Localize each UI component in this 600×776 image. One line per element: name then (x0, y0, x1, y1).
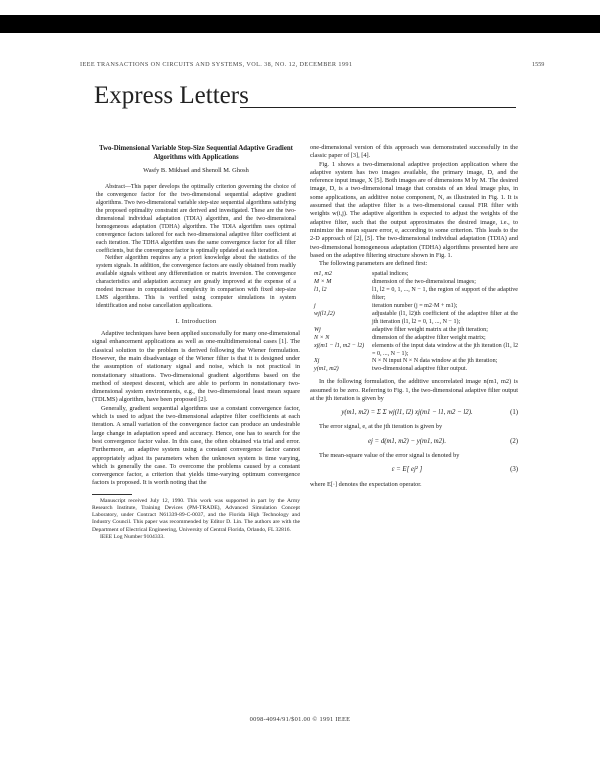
intro-paragraph-1: Adaptive techniques have been applied successfully for many one-dimensional signal enhancement applications as well as one-multidimensional cases [1]. The classical solution to the problem is derived following the Wiener formulation. However, the main disadvantage of the Wiener filter is that it is designed under the assumption of stationary signal and noise, which is not practical in nonstationary situations. Two-dimensional gradient algorithms based on the method of steepest descent, which are able to perform in nonstationary two-dimensional system environments, e.g., the two-dimensional least mean square (TDLMS) algorithm, have been proposed [2]. (92, 330, 300, 404)
equation-1-number: (1) (510, 409, 518, 417)
section-title: Express Letters (94, 82, 249, 109)
right-paragraph-5: The mean-square value of the error signal is denoted by (319, 452, 460, 460)
definitions-table (310, 271, 518, 374)
equation-2-expression: ej = d(m1, m2) − y(m1, m2). (367, 437, 447, 445)
right-paragraph-6: where E[·] denotes the expectation operator. (310, 480, 422, 488)
equation-3 (310, 466, 518, 474)
definition-symbol: M × M (314, 279, 332, 286)
definition-description: dimension of the adaptive filter weight matrix; (372, 334, 486, 341)
equation-3-expression: ε = E[ ej² ] (391, 466, 423, 474)
definition-description: N × N input N × N data window at the jth iteration; (372, 358, 498, 365)
definition-symbol: N × N (314, 334, 330, 341)
article-authors: Wasfy B. Mikhael and Shenoll M. Ghosh (143, 167, 249, 174)
equation-1-expression: y(m1, m2) = Σ Σ wj(l1, l2) xj(m1 − l1, m2 − l2). (341, 409, 473, 417)
definition-symbol: m1, m2 (314, 271, 332, 278)
definition-row (310, 335, 518, 343)
definition-row (310, 287, 518, 303)
definition-symbol: Wj (314, 326, 321, 333)
definition-description: l1, l2 = 0, 1, ..., N − 1, the region of support of the adaptive filter; (372, 287, 518, 302)
definition-description: two-dimensional adaptive filter output. (372, 366, 468, 373)
left-column (92, 144, 300, 541)
intro-paragraph-2: Generally, gradient sequential algorithms use a constant convergence factor, which is used to adjust the two-dimensional adaptive filter coefficients at each iteration. A small variation of the convergence factor can produce an undesirable large change in adaptation speed and accuracy. Hence, one has to search for the best convergence factor value. In this case, the often obtained via trial and error. Furthermore, an adaptive system using a constant convergence factor cannot appropriately adjust its parameters when the unknown system is time varying, which is generally the case. To overcome the problems caused by a constant convergence factor, a criterion that yields time-varying optimum convergence factors is proposed. It is worth noting that the (92, 404, 300, 487)
page-number: 1559 (532, 61, 545, 68)
title-rule (240, 107, 516, 108)
definition-description: adaptive filter weight matrix at the jth iteration; (372, 326, 488, 333)
equation-3-number: (3) (510, 466, 518, 474)
right-column (310, 144, 518, 489)
footnote-rule (92, 494, 132, 495)
equation-2 (310, 438, 518, 446)
footer-code: 0098-4094/91/$01.00 © 1991 IEEE (249, 716, 351, 723)
definition-row (310, 327, 518, 335)
definition-description: iteration number (j = m2·M + m1); (372, 303, 458, 310)
abstract: Abstract—This paper develops the optimally criterion governing the choice of the convergence factor for the two-dimensional sequential adaptive gradient algorithms. Two two-dimensional variable step-size sequential algorithms satisfying the proposed optimality constraint are derived and investigated. These are the two-dimensional individual adaptation (TDIA) algorithm, and the two-dimensional homogeneous adaptation (TDHA) algorithm. The TDIA algorithm uses optimal convergence factors tailored for each two-dimensional adaptive filter coefficient at each iteration. The TDHA algorithm uses the same convergence factor for all filter coefficients, but the convergence factor is optimally updated at each iteration. (96, 184, 296, 254)
definition-description: dimension of the two-dimensional images; (372, 279, 476, 286)
equation-1 (310, 409, 518, 417)
definition-row (310, 303, 518, 311)
equation-2-number: (2) (510, 437, 518, 445)
article-title: Two-Dimensional Variable Step-Size Sequential Adaptive Gradient Algorithms with Applications (99, 145, 293, 161)
definition-symbol: j (314, 303, 316, 310)
ieee-log-number: IEEE Log Number 9104333. (100, 533, 165, 540)
definition-symbol: wj(l1,l2) (314, 310, 335, 317)
definition-description: spatial indices; (372, 271, 409, 278)
definition-row (310, 366, 518, 374)
definition-symbol: xj(m1 − l1, m2 − l2) (314, 342, 365, 349)
right-paragraph-1: Fig. 1 shows a two-dimensional adaptive projection application where the adaptive system has two images available, the primary image, D, and the reference input image, X [5]. Both images are of dimensions M by M. The desired image, D, is a two-dimensional image that consists of an ideal image plus, in some applications, an additive noise component, N, as illustrated in Fig. 1. It is assumed that the adaptive filter is a two-dimensional causal FIR filter with weights w(i,j). The adaptive algorithm is expected to adjust the weights of the adaptive filter, such that the output approximates the desired image, i.e., to minimize the mean square error, e, according to some criterion. This leads to the 2-D approach of [2], [5]. The two-dimensional individual adaptation (TDIA) and two-dimensional homogeneous adaptation (TDHA) algorithms presented here are based on the adaptive filtering structure shown in Fig. 1. (310, 160, 518, 259)
right-paragraph-2: The following parameters are defined first: (319, 260, 428, 268)
definition-symbol: Xj (314, 358, 320, 365)
definition-row (310, 343, 518, 359)
right-paragraph-4: The error signal, e, at the jth iteration is given by (319, 423, 443, 431)
abstract-continued: Neither algorithm requires any a priori knowledge about the statistics of the system signals. In addition, the convergence factors are easily obtained from readily available signals without any differentiation or matrix inversion. The convergence characteristics and adaptation accuracy are greatly improved at the expense of a modest increase in computational complexity in comparison with fixed step-size LMS algorithms. This is verified using computer simulations in system identification and noise cancellation applications. (96, 255, 296, 309)
definition-row (310, 311, 518, 327)
header-black-bar (0, 15, 600, 33)
definition-description: elements of the input data window at the jth iteration (l1, l2 = 0, ..., N − 1); (372, 342, 518, 357)
definition-symbol: l1, l2 (314, 287, 327, 294)
introduction-heading: I. Introduction (175, 317, 217, 325)
definition-symbol: y(m1, m2) (314, 366, 339, 373)
right-paragraph-0: one-dimensional version of this approach was demonstrated successfully in the classic paper of [3], [4]. (310, 144, 518, 160)
footnote: Manuscript received July 12, 1990. This work was supported in part by the Army Research Institute, Training Devices (PM-TRADE), Advanced Simulation Concept Laboratory, under Contract N61339-89-C-0037, and the Florida High Technology and Industry Council. This paper was recommended by Editor D. Lin. The authors are with the Department of Electrical Engineering, University of Central Florida, Orlando, FL 32816. (92, 497, 300, 533)
definition-description: adjustable (l1, l2)th coefficient of the adaptive filter at the jth iteration (l1, l2 = 0, 1, ..., N − 1); (372, 310, 518, 325)
right-paragraph-3: In the following formulation, the additive uncorrelated image n(m1, m2) is assumed to be zero. Referring to Fig. 1, the two-dimensional adaptive filter output at the jth iteration is given by (310, 378, 518, 402)
running-head: IEEE TRANSACTIONS ON CIRCUITS AND SYSTEMS, VOL. 38, NO. 12, DECEMBER 1991 (80, 61, 353, 68)
